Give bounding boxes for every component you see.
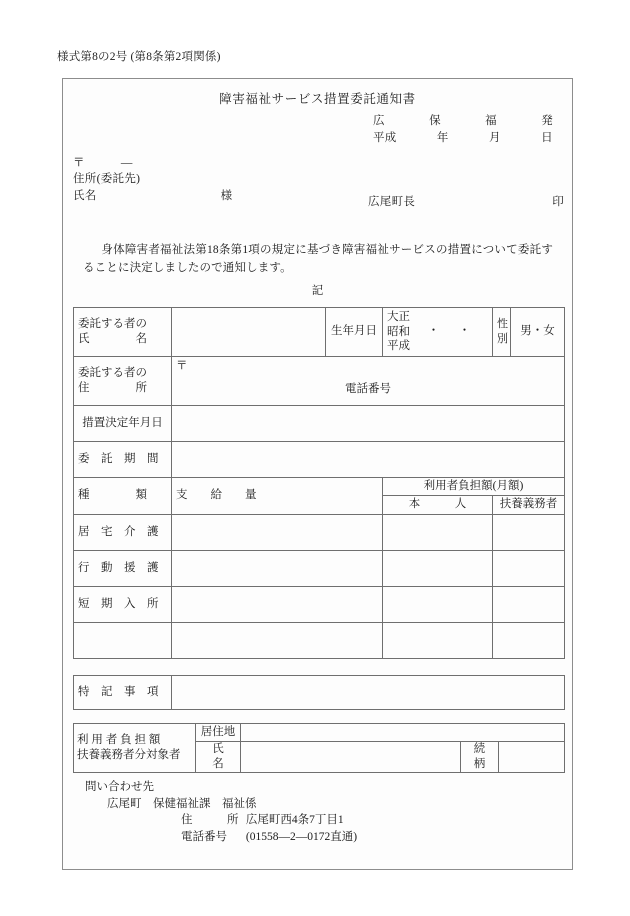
remarks-value[interactable]	[172, 676, 565, 710]
entrust-name-value[interactable]	[172, 308, 326, 357]
entrust-address-label-line1: 委託する者の	[78, 366, 147, 379]
burden-supporter-header: 扶養義務者	[493, 496, 565, 515]
table-row	[74, 724, 565, 742]
service-amount-header	[172, 478, 383, 515]
body-paragraph: 身体障害者福祉法第18条第1項の規定に基づき障害福祉サービスの措置について委託することに決定しましたので通知します。	[83, 244, 553, 274]
postal-code-line	[73, 154, 133, 170]
contact-heading: 問い合わせ先	[85, 781, 154, 793]
service-amount-value-1[interactable]	[172, 551, 383, 587]
table-row	[74, 551, 565, 587]
page-title: 障害福祉サービス措置委託通知書	[219, 92, 416, 106]
service-amount-header-text: 支 給 量	[176, 489, 257, 502]
burden-target-table	[73, 723, 565, 773]
contact-office: 広尾町 保健福祉課 福祉係	[107, 797, 257, 810]
birth-date-dot-1: ・	[427, 325, 440, 338]
phone-label: 電話番号	[345, 383, 391, 396]
burden-supporter-value-2[interactable]	[493, 587, 565, 623]
birth-date-dot-2: ・	[458, 325, 471, 338]
service-amount-value-2[interactable]	[172, 587, 383, 623]
issuer-line	[368, 193, 564, 209]
burden-target-label-line2: 扶養義務者分対象者	[77, 749, 181, 762]
table-row	[74, 676, 565, 710]
form-number: 様式第8の2号 (第8条第2項関係)	[57, 51, 221, 63]
service-row-label-1	[74, 551, 172, 587]
date-year: 年	[436, 132, 449, 144]
remarks-table	[73, 675, 565, 710]
burden-target-label-line1: 利 用 者 負 担 額	[77, 734, 161, 746]
entrust-address-label-line2: 住 所	[78, 382, 147, 394]
period-value[interactable]	[172, 442, 565, 478]
docnum-char-1: 広	[373, 115, 385, 127]
table-row	[74, 515, 565, 551]
docnum-char-3: 福	[485, 115, 497, 127]
table-row	[74, 587, 565, 623]
entrust-address-value-cell[interactable]	[172, 357, 565, 406]
contact-phone-label: 電話番号	[181, 831, 227, 844]
period-label	[74, 442, 172, 478]
table-row	[74, 478, 565, 496]
date-month: 月	[489, 132, 501, 144]
contact-address-label: 住 所	[181, 814, 239, 827]
postal-dash: —	[120, 157, 133, 169]
table-row	[74, 442, 565, 478]
service-row-label-3[interactable]	[74, 623, 172, 659]
contact-phone-row	[181, 829, 357, 846]
service-amount-value-3[interactable]	[172, 623, 383, 659]
service-row-label-text-0: 居 宅 介 護	[78, 525, 159, 538]
gender-label	[493, 308, 511, 357]
relation-label: 続 柄	[461, 742, 499, 773]
period-label-text: 委 託 期 間	[78, 452, 159, 465]
birth-date-value-cell[interactable]	[383, 308, 493, 357]
service-row-label-text-2: 短 期 入 所	[78, 597, 159, 610]
contact-footer	[85, 779, 357, 846]
gender-label-line2: 別	[497, 333, 508, 345]
target-name-value[interactable]	[241, 742, 461, 773]
gender-label-line1: 性	[497, 318, 508, 331]
service-amount-value-0[interactable]	[172, 515, 383, 551]
form-frame	[62, 78, 573, 870]
entrust-address-label	[74, 357, 172, 406]
relation-value[interactable]	[499, 742, 565, 773]
postal-mark-icon: 〒	[176, 360, 188, 372]
contact-phone-value: (01558—2—0172直通)	[245, 831, 358, 844]
era-taisho: 大正	[387, 311, 410, 324]
era-options	[387, 310, 410, 353]
ki-marker: 記	[311, 285, 324, 297]
residence-value[interactable]	[241, 724, 565, 742]
document-number-line	[373, 112, 553, 128]
table-row	[74, 623, 565, 659]
entrust-name-label	[74, 308, 172, 357]
burden-target-label	[74, 724, 196, 773]
addressee-name-line	[73, 187, 232, 203]
service-row-label-2	[74, 587, 172, 623]
service-type-header-text: 種 類	[78, 489, 147, 502]
table-row	[74, 406, 565, 442]
burden-supporter-value-1[interactable]	[493, 551, 565, 587]
birth-date-label: 生年月日	[326, 308, 383, 357]
burden-self-value-0[interactable]	[383, 515, 493, 551]
residence-label: 居住地	[196, 724, 241, 742]
service-row-label-0	[74, 515, 172, 551]
addressee-name-label: 氏名	[73, 190, 97, 202]
burden-supporter-value-3[interactable]	[493, 623, 565, 659]
date-day: 日	[541, 132, 553, 144]
date-era: 平成	[373, 132, 397, 144]
target-name-label: 氏 名	[196, 742, 241, 773]
addressee-honorific: 様	[220, 190, 233, 202]
era-showa: 昭和	[387, 325, 410, 338]
contact-address-value: 広尾町西4条7丁目1	[245, 814, 344, 827]
postal-mark-icon: 〒	[73, 157, 85, 169]
contact-address-row	[181, 812, 357, 829]
issuer-name: 広尾町長	[368, 196, 416, 208]
burden-supporter-value-0[interactable]	[493, 515, 565, 551]
docnum-char-4: 発	[541, 115, 553, 127]
issue-date-line	[373, 129, 553, 145]
addressee-address-label: 住所(委託先)	[73, 173, 141, 185]
remarks-label-text: 特 記 事 項	[78, 685, 159, 698]
era-heisei: 平成	[387, 340, 410, 353]
service-type-header	[74, 478, 172, 515]
decision-date-label: 措置決定年月日	[74, 406, 172, 442]
seal-mark: 印	[552, 196, 564, 208]
birth-date-dots	[410, 324, 488, 339]
burden-self-header: 本 人	[383, 496, 493, 515]
burden-self-value-1[interactable]	[383, 551, 493, 587]
table-row	[74, 308, 565, 357]
docnum-char-2: 保	[429, 115, 441, 127]
burden-header: 利用者負担額(月額)	[383, 478, 565, 496]
remarks-label	[74, 676, 172, 710]
main-table	[73, 307, 565, 659]
burden-self-value-2[interactable]	[383, 587, 493, 623]
gender-value[interactable]: 男・女	[511, 308, 565, 357]
entrust-name-label-line2: 氏 名	[78, 333, 147, 345]
table-row	[74, 357, 565, 406]
entrust-name-label-line1: 委託する者の	[78, 317, 147, 330]
service-row-label-text-1: 行 動 援 護	[78, 561, 159, 574]
decision-date-value[interactable]	[172, 406, 565, 442]
burden-self-value-3[interactable]	[383, 623, 493, 659]
